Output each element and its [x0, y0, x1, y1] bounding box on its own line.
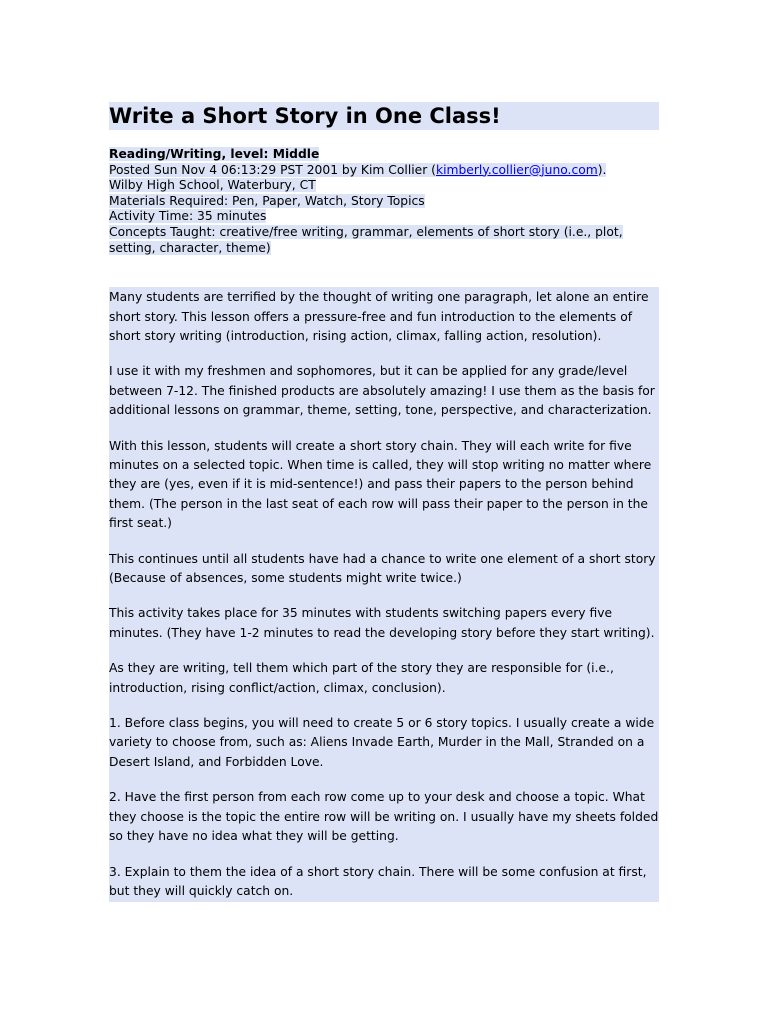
body-paragraph: This continues until all students have had a chance to write one element of a short story (Because of absences, some students might write twice.) [109, 551, 656, 586]
school-line [109, 178, 659, 194]
step-3-paragraph: 3. Explain to them the idea of a short story chain. There will be some confusion at first, but they will quickly catch on. [109, 864, 647, 898]
posted-text: Posted Sun Nov 4 06:13:29 PST 2001 by Kim Collier ( [109, 162, 436, 177]
body-paragraph: As they are writing, tell them which part of the story they are responsible for (i.e., introduction, rising conflict/action, climax, conclusion). [109, 661, 614, 695]
activity-time-line [109, 209, 659, 225]
step-1-paragraph: 1. Before class begins, you will need to create 5 or 6 story topics. I usually create a wide variety to choose from, such as: Aliens Invade Earth, Murder in the Mall, Stranded on a Desert Island, and Forbidden Love. [109, 716, 655, 769]
page-title: Write a Short Story in One Class! [109, 102, 659, 130]
lesson-body [109, 287, 659, 902]
materials-text: Materials Required: Pen, Paper, Watch, Story Topics [109, 193, 425, 208]
school-text: Wilby High School, Waterbury, CT [109, 178, 316, 193]
body-paragraph: This activity takes place for 35 minutes with students switching papers every five minutes. (They have 1-2 minutes to read the developing story before they start writing). [109, 606, 655, 640]
lesson-meta [109, 147, 659, 256]
activity-time-text: Activity Time: 35 minutes [109, 209, 267, 224]
author-email-link[interactable]: kimberly.collier@juno.com [435, 162, 598, 177]
posted-suffix: ). [597, 162, 607, 177]
concepts-text: Concepts Taught: creative/free writing, grammar, elements of short story (i.e., plot, setting, character, theme) [109, 224, 623, 255]
body-paragraph: Many students are terrified by the thought of writing one paragraph, let alone an entire short story. This lesson offers a pressure-free and fun introduction to the elements of short story writing (introduction, rising action, climax, falling action, resolution). [109, 290, 649, 343]
materials-line [109, 194, 659, 210]
body-paragraph: With this lesson, students will create a short story chain. They will each write for five minutes on a selected topic. When time is called, they will stop writing no matter where they are (yes, even if it is mid-sentence!) and pass their papers to the person behind them. (The person in the last seat of each row will pass their paper to the person in the first seat.) [109, 438, 652, 531]
document-page [109, 102, 659, 902]
level-line [109, 147, 659, 163]
concepts-line [109, 225, 659, 256]
posted-line [109, 163, 659, 179]
step-2-paragraph: 2. Have the first person from each row come up to your desk and choose a topic. What they choose is the topic the entire row will be writing on. I usually have my sheets folded so they have no idea what they will be getting. [109, 790, 659, 844]
level-label: Reading/Writing, level: Middle [109, 147, 320, 161]
body-paragraph: I use it with my freshmen and sophomores, but it can be applied for any grade/level between 7-12. The finished products are absolutely amazing! I use them as the basis for additional lessons on grammar, theme, setting, tone, perspective, and characterization. [109, 364, 655, 418]
